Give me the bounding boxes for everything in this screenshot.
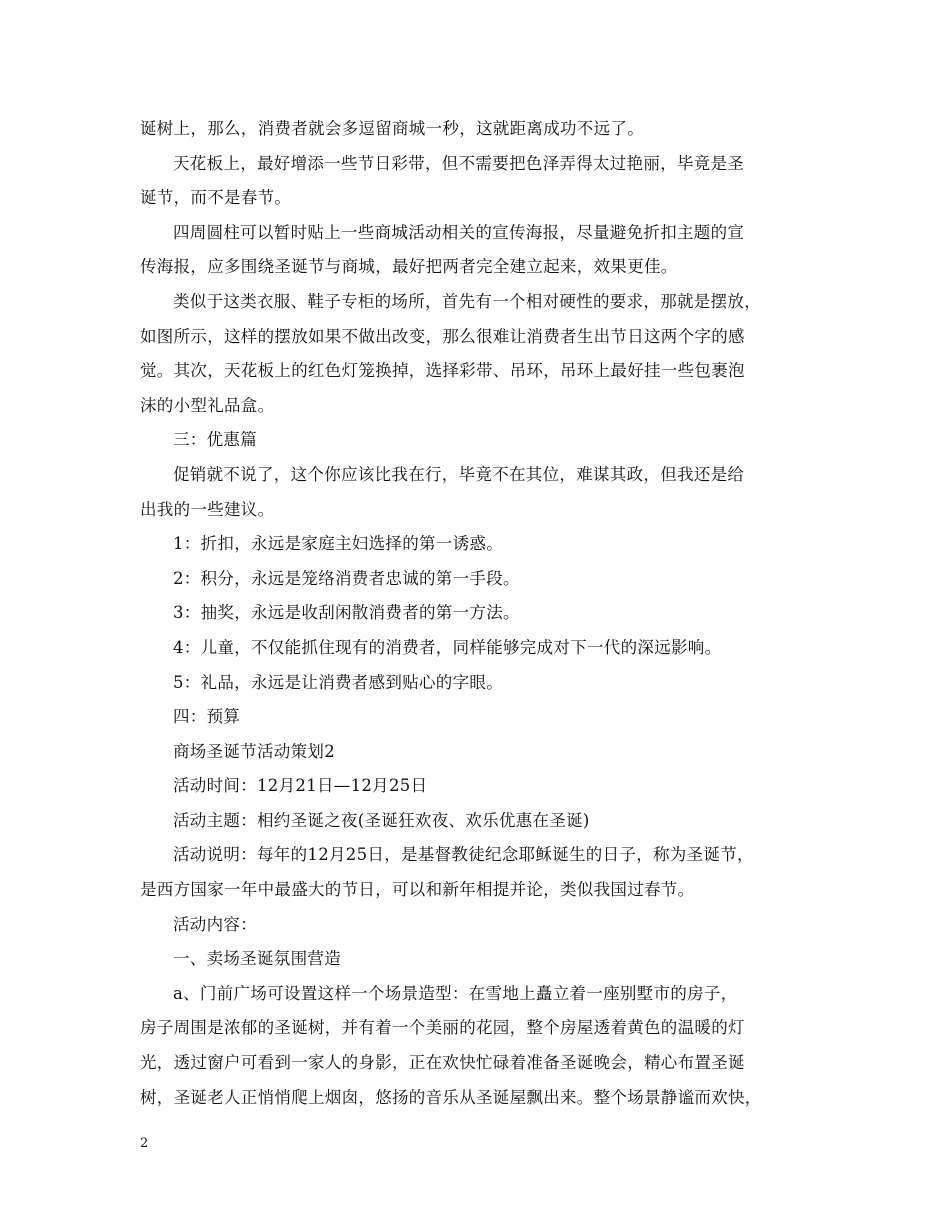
text-line: 1：折扣，永远是家庭主妇选择的第一诱惑。 — [173, 534, 503, 554]
text-line: 4：儿童，不仅能抓住现有的消费者，同样能够完成对下一代的深远影响。 — [173, 637, 722, 657]
text-line: a、门前广场可设置这样一个场景造型：在雪地上矗立着一座别墅市的房子， — [173, 983, 738, 1003]
text-line: 诞节，而不是春节。 — [140, 188, 292, 208]
text-line: 光，透过窗户可看到一家人的身影，正在欢快忙碌着准备圣诞晚会，精心布置圣诞 — [140, 1053, 745, 1073]
text-line: 一、卖场圣诞氛围营造 — [173, 949, 341, 969]
text-line: 传海报，应多围绕圣诞节与商城，最好把两者完全建立起来，效果更佳。 — [140, 257, 678, 277]
body-text — [140, 112, 830, 1115]
text-line: 5：礼品，永远是让消费者感到贴心的字眼。 — [173, 672, 503, 692]
text-line: 树，圣诞老人正悄悄爬上烟囱，悠扬的音乐从圣诞屋飘出来。整个场景静谧而欢快， — [140, 1087, 762, 1107]
text-line: 活动时间：12月21日—12月25日 — [173, 776, 428, 796]
text-line: 觉。其次，天花板上的红色灯笼换掉，选择彩带、吊环，吊环上最好挂一些包裹泡 — [140, 361, 745, 381]
text-line: 三：优惠篇 — [173, 430, 257, 450]
text-line: 2：积分，永远是笼络消费者忠诚的第一手段。 — [173, 568, 520, 588]
text-line: 房子周围是浓郁的圣诞树，并有着一个美丽的花园，整个房屋透着黄色的温暖的灯 — [140, 1018, 745, 1038]
text-line: 天花板上，最好增添一些节日彩带，但不需要把色泽弄得太过艳丽，毕竟是圣 — [173, 153, 745, 173]
text-line: 活动主题：相约圣诞之夜(圣诞狂欢夜、欢乐优惠在圣诞) — [173, 810, 590, 830]
text-line: 四周圆柱可以暂时贴上一些商城活动相关的宣传海报，尽量避免折扣主题的宣 — [173, 222, 745, 242]
text-line: 诞树上，那么，消费者就会多逗留商城一秒，这就距离成功不远了。 — [140, 119, 644, 138]
text-line: 四：预算 — [173, 707, 241, 727]
text-line: 商场圣诞节活动策划2 — [173, 741, 335, 761]
text-line: 3：抽奖，永远是收刮闲散消费者的第一方法。 — [173, 603, 520, 623]
text-line: 活动说明：每年的12月25日，是基督教徒纪念耶稣诞生的日子，称为圣诞节， — [173, 845, 754, 865]
text-line: 出我的一些建议。 — [140, 499, 275, 519]
text-line: 是西方国家一年中最盛大的节日，可以和新年相提并论，类似我国过春节。 — [140, 880, 695, 900]
page-number: 2 — [140, 1136, 149, 1151]
text-line: 类似于这类衣服、鞋子专柜的场所，首先有一个相对硬性的要求，那就是摆放， — [173, 291, 761, 311]
text-line: 促销就不说了，这个你应该比我在行，毕竟不在其位，难谋其政，但我还是给 — [173, 464, 745, 484]
text-line: 如图所示，这样的摆放如果不做出改变，那么很难让消费者生出节日这两个字的感 — [140, 326, 745, 346]
text-line: 活动内容： — [173, 914, 257, 934]
text-line: 沫的小型礼品盒。 — [140, 395, 275, 415]
